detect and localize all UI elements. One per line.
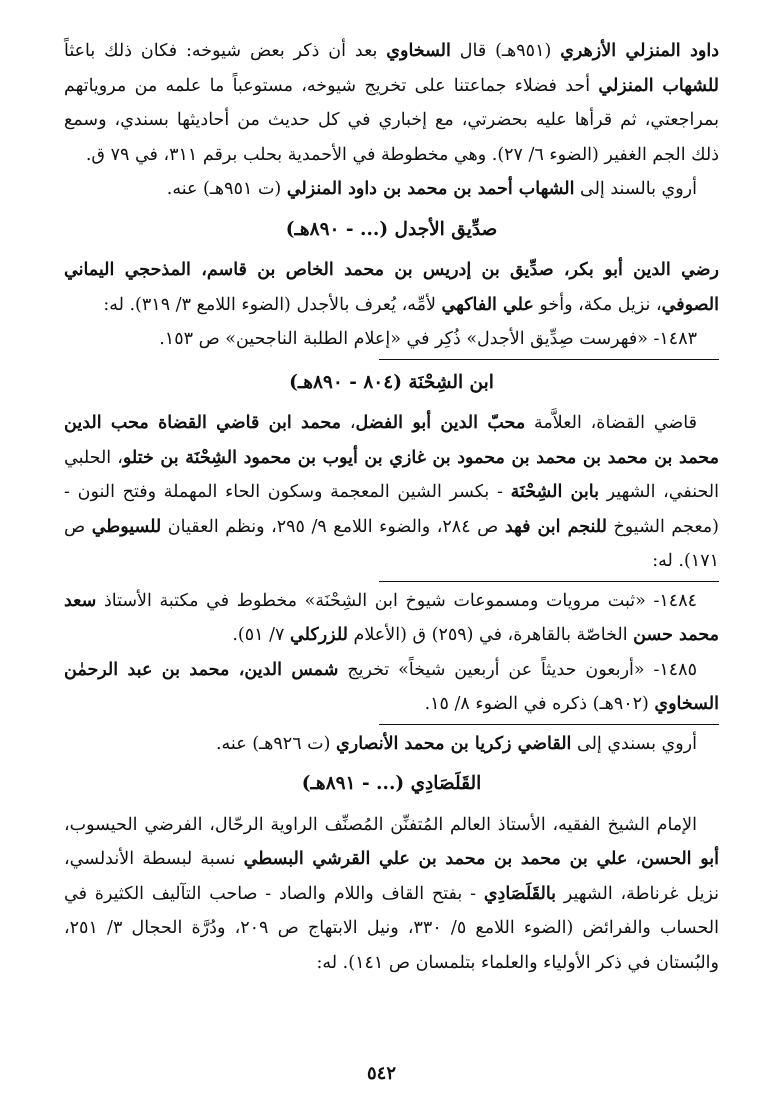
- bold-name: علي بن محمد بن محمد بن علي القرشي البسطي: [243, 849, 628, 869]
- text: نسبة لبسطة الأندلسي، نزيل غرناطة، الشهير: [64, 849, 719, 904]
- text: لأمِّه، يُعرف بالأجدل (الضوء اللامع ٣/ ٣١٩). له:: [103, 294, 442, 315]
- page-body: [64, 34, 719, 980]
- text: «ثبت مرويات ومسموعات شيوخ ابن الشِحْنَة» مخطوط في مكتبة الأستاذ: [96, 590, 646, 611]
- text: أروي بسندي إلى: [571, 733, 697, 754]
- bold-name: سعد محمد حسن: [64, 590, 719, 645]
- text: - بكسر الشين المعجمة وسكون الحاء المهملة وفتح النون - (معجم الشيوخ: [64, 482, 719, 537]
- bold-name: القاضي زكريا بن محمد الأنصاري: [336, 733, 572, 754]
- bold-name: شمس الدين، محمد بن عبد الرحمٰن السخاوي: [64, 659, 719, 714]
- text: (٩٥١هـ) قال: [450, 41, 561, 61]
- bold-name: أبو الحسن: [641, 849, 719, 869]
- text: بعد أن ذكر بعض شيوخه: فكان ذلك باعثاً: [64, 41, 387, 61]
- text: «فهرست صِدِّيق الأجدل» ذُكِر في «إعلام الطلبة الناجحين» ص ١٥٣.: [159, 329, 648, 349]
- heading-name: ابن الشِحْنَة: [408, 371, 494, 393]
- bold-name: محمد ابن قاضي القضاة محب الدين محمد بن محمد بن محمد بن محمود بن غازي بن أيوب بن محمود الشِحْنَة بن ختلو: [64, 413, 719, 468]
- bold-name: للزركلي: [290, 625, 348, 645]
- bold-name: الشهاب أحمد بن محمد بن داود المنزلي: [286, 179, 575, 199]
- entry-number: ١٤٨٤-: [645, 590, 697, 611]
- text: أروي بالسند إلى: [574, 179, 697, 199]
- text: ،: [627, 849, 642, 869]
- bold-name: بابن الشِحْنَة: [510, 482, 599, 502]
- text: (ت ٩٢٦هـ) عنه.: [215, 733, 337, 754]
- text: قاضي القضاة، العلاَّمة: [525, 413, 697, 433]
- paragraph-ibn-al-shihna-bio: [64, 406, 719, 579]
- paragraph-siddiq-bio: [64, 253, 719, 322]
- separator-rule: [379, 724, 719, 725]
- bold-name: للنجم ابن فهد: [504, 516, 607, 537]
- separator-rule: [379, 581, 719, 582]
- heading-dates: (٨٠٤ - ٨٩٠هـ): [289, 371, 409, 393]
- heading-qalasadi: [64, 767, 719, 802]
- text: ، نزيل مكة، وأخو: [533, 294, 662, 315]
- bold-name: السخاوي: [386, 41, 451, 61]
- heading-ibn-al-shihna: [64, 366, 719, 401]
- text: ٧/ ٥١).: [232, 625, 291, 645]
- text: الإمام الشيخ الفقيه، الأستاذ العالم المُتفنِّن المُصنِّف الراوية الرحّال، الفرضي الحيسوب،: [64, 814, 697, 835]
- heading-dates: (... - ٨٩٠هـ): [285, 218, 395, 240]
- paragraph-ansari-isnad: [64, 727, 719, 762]
- text: ،: [341, 413, 356, 433]
- entry-1483: [64, 322, 719, 357]
- entry-1484: [64, 584, 719, 653]
- text: الخاصّة بالقاهرة، في (٢٥٩) ق (الأعلام: [347, 625, 634, 645]
- bold-name: محبّ الدين أبو الفضل: [355, 413, 526, 433]
- heading-name: صدِّيق الأجدل: [394, 218, 498, 240]
- text: ص ٢٨٤، والضوء اللامع ٩/ ٢٩٥، ونظم العقيان: [161, 516, 505, 537]
- bold-name: داود المنزلي الأزهري: [560, 41, 719, 61]
- bold-name: بالقَلَصَادِي: [483, 883, 557, 904]
- entry-number: ١٤٨٥-: [644, 659, 697, 680]
- paragraph-munzili-bio: [64, 34, 719, 172]
- heading-siddiq-al-ajdal: [64, 213, 719, 248]
- entry-number: ١٤٨٣-: [647, 329, 697, 349]
- text: (ت ٩٥١هـ) عنه.: [166, 179, 287, 199]
- bold-name: علي الفاكهي: [441, 294, 534, 315]
- heading-name: القَلَصَادِي: [410, 773, 482, 794]
- paragraph-qalasadi-bio: [64, 808, 719, 981]
- heading-dates: (... - ٨٩١هـ): [301, 773, 411, 794]
- entry-1485: [64, 653, 719, 722]
- bold-name: للسيوطي: [91, 516, 162, 537]
- text: ص ١٧١). له:: [64, 516, 719, 571]
- paragraph-munzili-isnad: [64, 172, 719, 207]
- page-number: ٥٤٢: [366, 1063, 396, 1084]
- text: «أربعون حديثاً عن أربعين شيخاً» تخريج: [338, 659, 645, 680]
- bold-name: للشهاب المنزلي: [598, 75, 719, 96]
- text: (٩٠٢هـ) ذكره في الضوء ٨/ ١٥.: [424, 694, 655, 714]
- text: أحد فضلاء جماعتنا على تخريج شيوخه، مستوعباً ما علمه من مروياتهم بمراجعتي، ثم قرأها عليه بحضرتي، مع إخباري في كل حديث من أحاديثها بسندي، وسمع ذلك الجم الغفير (الضوء ٦/ ٢٧). وهي مخطوطة في الأحمدية بحلب برقم ٣١١، في ٧٩ ق.: [64, 75, 719, 165]
- separator-rule: [379, 359, 719, 360]
- text: - بفتح القاف واللام والصاد - صاحب التآليف الكثيرة في الحساب والفرائض (الضوء اللامع ٥/ ٣٣٠، ونيل الابتهاج ص ٢٠٩، ودُرَّة الحجال ٣/ ٢٥١، والبُستان في ذكر الأولياء والعلماء بتلمسان ص ١٤١). له:: [64, 883, 719, 973]
- text: ، الحلبي الحنفي، الشهير: [64, 447, 719, 502]
- bold-name: رضي الدين أبو بكر، صدِّيق بن إدريس بن محمد الخاص بن قاسم، المذحجي اليماني الصوفي: [64, 260, 719, 315]
